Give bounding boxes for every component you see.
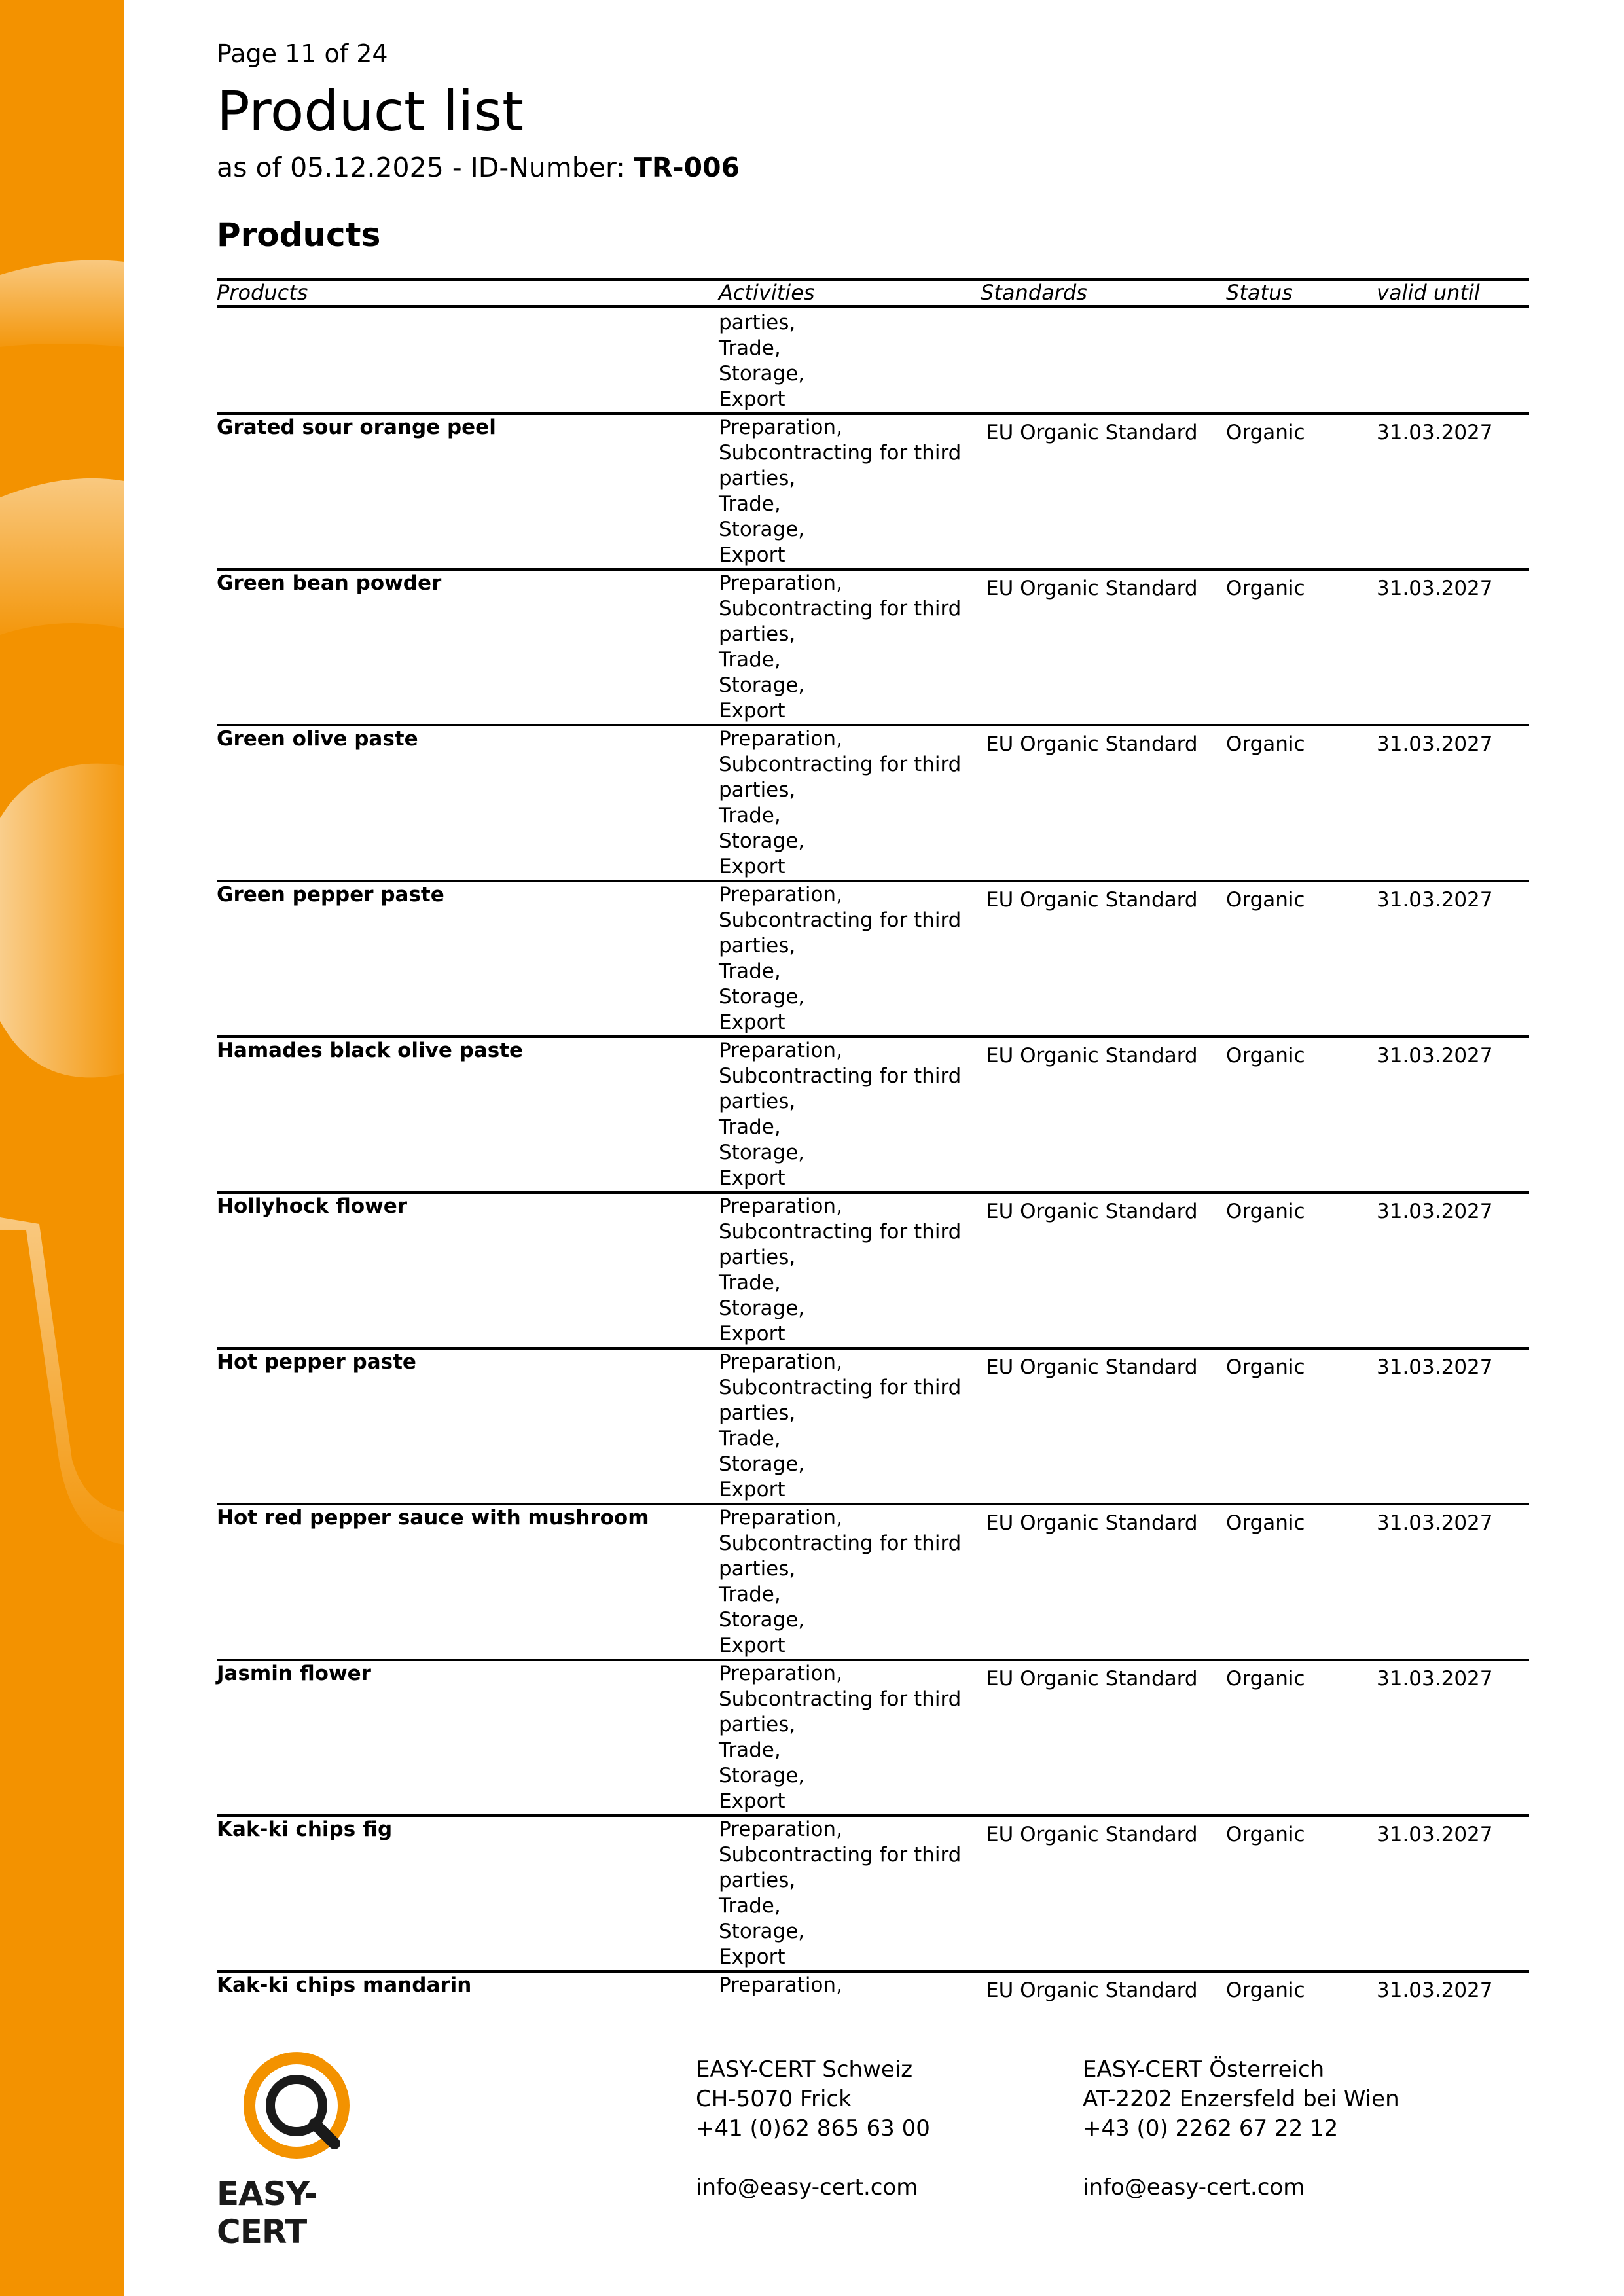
product-name-cell: Hollyhock flower — [217, 1193, 719, 1348]
standard-cell: EU Organic Standard — [981, 1816, 1226, 1971]
activity-line: Preparation, — [719, 1973, 842, 1997]
activity-line: Preparation, — [719, 1194, 842, 1218]
status-cell: Organic — [1226, 725, 1377, 881]
document-title: Product list — [217, 79, 524, 143]
column-header-activities: Activities — [719, 279, 981, 306]
side-band-decoration — [0, 0, 124, 2296]
activity-line: Export — [719, 1789, 785, 1813]
column-header-valid-until: valid until — [1377, 279, 1529, 306]
table-row — [217, 1504, 1529, 1660]
activity-line: Export — [719, 699, 785, 723]
valid-until-cell: 31.03.2027 — [1377, 1037, 1529, 1193]
activity-line: Storage, — [719, 518, 805, 541]
activities-cell — [719, 569, 981, 725]
standard-cell: EU Organic Standard — [981, 1971, 1226, 2011]
standard-cell: EU Organic Standard — [981, 881, 1226, 1037]
activity-line: Preparation, — [719, 1039, 842, 1062]
activity-line: Preparation, — [719, 1506, 842, 1530]
valid-until-cell: 31.03.2027 — [1377, 881, 1529, 1037]
valid-until-cell: 31.03.2027 — [1377, 1193, 1529, 1348]
column-header-status: Status — [1226, 279, 1377, 306]
activity-line: Export — [719, 1011, 785, 1034]
table-row — [217, 1037, 1529, 1193]
table-row — [217, 569, 1529, 725]
status-cell: Organic — [1226, 414, 1377, 569]
activity-line: parties, — [719, 1090, 796, 1113]
activity-line: Subcontracting for third — [719, 1376, 962, 1399]
activity-line: parties, — [719, 934, 796, 958]
activity-line: Storage, — [719, 1297, 805, 1320]
product-name-cell: Green bean powder — [217, 569, 719, 725]
document-subtitle — [217, 152, 740, 183]
activity-line: Trade, — [719, 960, 781, 983]
activity-line: Trade, — [719, 804, 781, 827]
table-header — [217, 279, 1529, 306]
valid-until-cell: 31.03.2027 — [1377, 1504, 1529, 1660]
product-name-cell: Green olive paste — [217, 725, 719, 881]
activity-line: Storage, — [719, 1764, 805, 1787]
valid-until-cell: 31.03.2027 — [1377, 569, 1529, 725]
valid-until-cell: 31.03.2027 — [1377, 414, 1529, 569]
valid-until-cell: 31.03.2027 — [1377, 1971, 1529, 2011]
activity-line: Subcontracting for third — [719, 753, 962, 776]
column-header-standards: Standards — [981, 279, 1226, 306]
product-name-cell: Jasmin flower — [217, 1660, 719, 1816]
product-name-cell: Grated sour orange peel — [217, 414, 719, 569]
product-cell — [217, 306, 719, 414]
table-row — [217, 725, 1529, 881]
activity-line: Storage, — [719, 673, 805, 697]
standard-cell: EU Organic Standard — [981, 725, 1226, 881]
status-cell: Organic — [1226, 1037, 1377, 1193]
id-number: TR-006 — [633, 152, 740, 183]
activities-cell — [719, 1504, 981, 1660]
activities-cell — [719, 1037, 981, 1193]
table-body — [217, 306, 1529, 2011]
activity-line: parties, — [719, 1246, 796, 1269]
address-austria — [1083, 2055, 1399, 2202]
activity-line: Export — [719, 855, 785, 878]
activity-line: Subcontracting for third — [719, 1532, 962, 1555]
activity-line: Storage, — [719, 985, 805, 1009]
column-header-products: Products — [217, 279, 719, 306]
activity-line: Storage, — [719, 829, 805, 853]
valid-until-cell: 31.03.2027 — [1377, 1348, 1529, 1504]
activity-line: parties, — [719, 1869, 796, 1892]
activity-line: parties, — [719, 622, 796, 646]
standard-cell: EU Organic Standard — [981, 414, 1226, 569]
address-switzerland — [696, 2055, 930, 2202]
activity-line: Trade, — [719, 1271, 781, 1295]
office-name: EASY-CERT Österreich — [1083, 2056, 1325, 2083]
activity-line: Subcontracting for third — [719, 1064, 962, 1088]
magnifier-q-logo-icon — [243, 2052, 354, 2163]
activity-line: Trade, — [719, 336, 781, 360]
section-title: Products — [217, 216, 381, 254]
office-address: CH-5070 Frick — [696, 2086, 852, 2112]
activity-line: Trade, — [719, 492, 781, 516]
activity-line: Preparation, — [719, 571, 842, 595]
standard-cell: EU Organic Standard — [981, 1037, 1226, 1193]
product-table — [217, 278, 1529, 2011]
page-footer — [0, 2029, 1624, 2251]
activity-line: Preparation, — [719, 727, 842, 751]
product-name-cell: Kak-ki chips mandarin — [217, 1971, 719, 2011]
activity-line: parties, — [719, 311, 796, 334]
activities-cell — [719, 306, 981, 414]
table-row — [217, 1193, 1529, 1348]
standard-cell — [981, 306, 1226, 414]
table-row — [217, 1660, 1529, 1816]
table-row — [217, 1348, 1529, 1504]
office-email[interactable]: info@easy-cert.com — [1083, 2174, 1305, 2200]
activities-cell — [719, 414, 981, 569]
standard-cell: EU Organic Standard — [981, 1660, 1226, 1816]
activity-line: Trade, — [719, 648, 781, 672]
table-row — [217, 1816, 1529, 1971]
activity-line: Export — [719, 1322, 785, 1346]
activities-cell — [719, 1971, 981, 2011]
valid-until-cell: 31.03.2027 — [1377, 1816, 1529, 1971]
activity-line: Storage, — [719, 1608, 805, 1632]
office-address: AT-2202 Enzersfeld bei Wien — [1083, 2086, 1399, 2112]
valid-until-cell: 31.03.2027 — [1377, 725, 1529, 881]
activity-line: Export — [719, 1166, 785, 1190]
standard-cell: EU Organic Standard — [981, 1504, 1226, 1660]
side-band-swirl-graphic — [0, 0, 124, 2296]
product-name-cell: Green pepper paste — [217, 881, 719, 1037]
table-row — [217, 414, 1529, 569]
activity-line: Subcontracting for third — [719, 441, 962, 465]
activity-line: Storage, — [719, 362, 805, 386]
activity-line: Preparation, — [719, 883, 842, 906]
activities-cell — [719, 1348, 981, 1504]
activity-line: Subcontracting for third — [719, 1220, 962, 1244]
activities-cell — [719, 1193, 981, 1348]
activity-line: parties, — [719, 1713, 796, 1736]
activity-line: Trade, — [719, 1427, 781, 1450]
activities-cell — [719, 1660, 981, 1816]
activity-line: Preparation, — [719, 1818, 842, 1841]
activity-line: Storage, — [719, 1920, 805, 1943]
office-phone: +41 (0)62 865 63 00 — [696, 2115, 930, 2142]
activity-line: Storage, — [719, 1141, 805, 1164]
standard-cell: EU Organic Standard — [981, 1348, 1226, 1504]
standard-cell: EU Organic Standard — [981, 1193, 1226, 1348]
status-cell — [1226, 306, 1377, 414]
table-row — [217, 1971, 1529, 2011]
office-name: EASY-CERT Schweiz — [696, 2056, 913, 2083]
activity-line: Subcontracting for third — [719, 1687, 962, 1711]
status-cell: Organic — [1226, 1816, 1377, 1971]
activity-line: Preparation, — [719, 416, 842, 439]
product-name-cell: Kak-ki chips fig — [217, 1816, 719, 1971]
activities-cell — [719, 725, 981, 881]
table-row — [217, 881, 1529, 1037]
activity-line: Preparation, — [719, 1662, 842, 1685]
activity-line: Subcontracting for third — [719, 597, 962, 620]
status-cell: Organic — [1226, 1660, 1377, 1816]
product-name-cell: Hot red pepper sauce with mushroom — [217, 1504, 719, 1660]
activity-line: Trade, — [719, 1894, 781, 1918]
activity-line: Export — [719, 1634, 785, 1657]
valid-until-cell: 31.03.2027 — [1377, 1660, 1529, 1816]
activity-line: Trade, — [719, 1583, 781, 1606]
activity-line: Storage, — [719, 1452, 805, 1476]
subtitle-date: as of 05.12.2025 - ID-Number: — [217, 152, 634, 183]
standard-cell: EU Organic Standard — [981, 569, 1226, 725]
activity-line: Subcontracting for third — [719, 908, 962, 932]
status-cell: Organic — [1226, 1971, 1377, 2011]
activity-line: parties, — [719, 1401, 796, 1425]
status-cell: Organic — [1226, 569, 1377, 725]
logo-wordmark: EASY-CERT — [217, 2175, 317, 2251]
activity-line: Subcontracting for third — [719, 1843, 962, 1867]
activities-cell — [719, 881, 981, 1037]
status-cell: Organic — [1226, 1193, 1377, 1348]
activity-line: Export — [719, 543, 785, 567]
activity-line: parties, — [719, 778, 796, 802]
status-cell: Organic — [1226, 881, 1377, 1037]
table-row-continued — [217, 306, 1529, 414]
activity-line: Preparation, — [719, 1350, 842, 1374]
activity-line: parties, — [719, 1557, 796, 1581]
activity-line: Export — [719, 1478, 785, 1501]
product-name-cell: Hamades black olive paste — [217, 1037, 719, 1193]
activity-line: Export — [719, 1945, 785, 1969]
valid-until-cell — [1377, 306, 1529, 414]
status-cell: Organic — [1226, 1348, 1377, 1504]
page-number: Page 11 of 24 — [217, 39, 388, 68]
activity-line: parties, — [719, 467, 796, 490]
activity-line: Export — [719, 387, 785, 411]
product-name-cell: Hot pepper paste — [217, 1348, 719, 1504]
office-phone: +43 (0) 2262 67 22 12 — [1083, 2115, 1339, 2142]
activities-cell — [719, 1816, 981, 1971]
activity-line: Trade, — [719, 1738, 781, 1762]
status-cell: Organic — [1226, 1504, 1377, 1660]
activity-line: Trade, — [719, 1115, 781, 1139]
easy-cert-logo — [217, 2052, 387, 2251]
office-email[interactable]: info@easy-cert.com — [696, 2174, 918, 2200]
